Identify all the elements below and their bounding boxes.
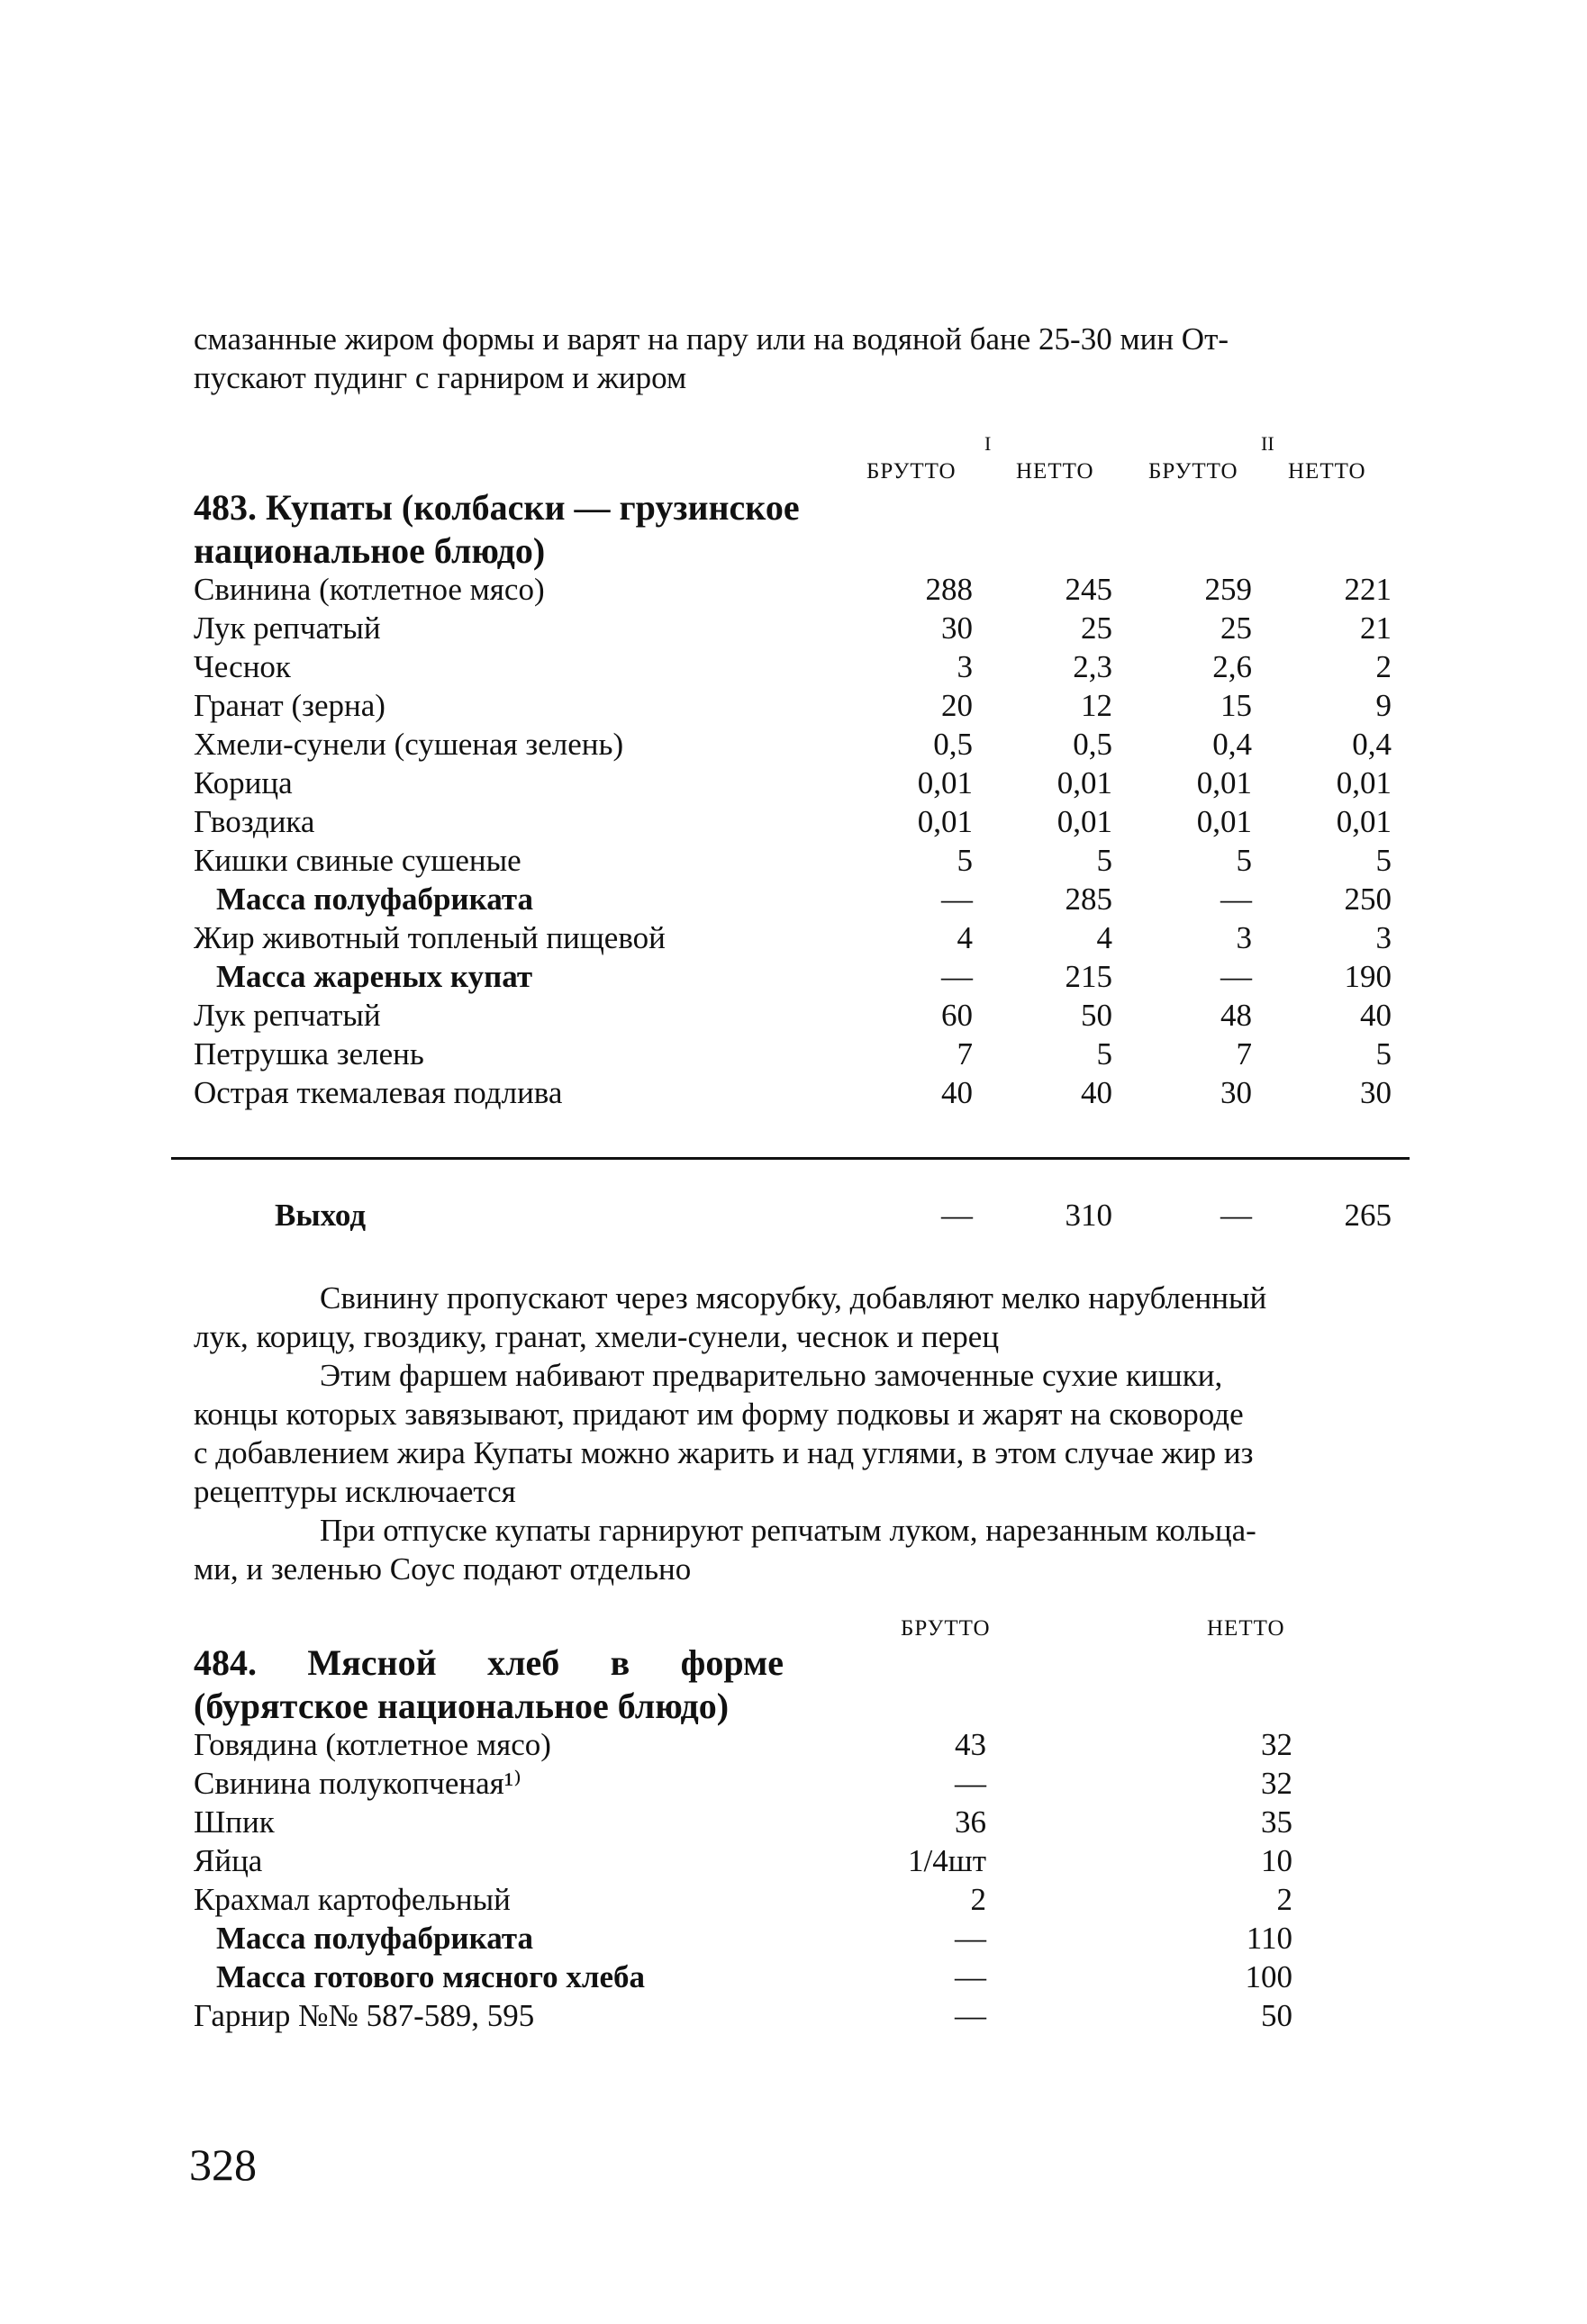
ingredient-name: Чеснок xyxy=(194,649,291,684)
quantity-cell: 7 xyxy=(957,1036,973,1072)
ingredient-name: Масса полуфабриката xyxy=(216,1921,533,1956)
quantity-cell: 0,01 xyxy=(917,765,973,800)
method-line: Этим фаршем набивают предварительно замоченные сухие кишки, xyxy=(320,1358,1223,1393)
quantity-cell: 25 xyxy=(1220,610,1252,646)
table-row xyxy=(194,1843,1405,1882)
quantity-cell: 7 xyxy=(1236,1036,1252,1072)
table-row xyxy=(194,1921,1405,1959)
table-row xyxy=(194,1036,1405,1075)
intro-line: пускают пудинг с гарниром и жиром xyxy=(194,360,687,395)
yield-value: 265 xyxy=(1344,1198,1392,1233)
yield-value: — xyxy=(1220,1198,1252,1233)
quantity-cell: 43 xyxy=(955,1727,986,1762)
quantity-cell: 3 xyxy=(1375,920,1392,955)
ingredient-name: Петрушка зелень xyxy=(194,1036,424,1072)
quantity-cell: 0,01 xyxy=(1056,804,1112,839)
table-row xyxy=(194,727,1405,765)
table-row xyxy=(194,1959,1405,1998)
col-header-netto: НЕТТО xyxy=(1207,1616,1285,1641)
ingredient-name: Гвоздика xyxy=(194,804,315,839)
quantity-cell: 0,01 xyxy=(1336,765,1392,800)
quantity-cell: 5 xyxy=(1096,843,1112,878)
ingredient-name: Яйца xyxy=(194,1843,263,1878)
quantity-cell: 3 xyxy=(1236,920,1252,955)
ingredient-name: Лук репчатый xyxy=(194,998,381,1033)
ingredient-name: Кишки свиные сушеные xyxy=(194,843,521,878)
ingredient-name: Острая ткемалевая подлива xyxy=(194,1075,563,1110)
yield-value: 310 xyxy=(1065,1198,1112,1233)
table-row xyxy=(194,1766,1405,1804)
quantity-cell: 3 xyxy=(957,649,973,684)
table-divider xyxy=(171,1157,1410,1160)
table-row xyxy=(194,1882,1405,1921)
quantity-cell: 10 xyxy=(1261,1843,1292,1878)
quantity-cell: 32 xyxy=(1261,1766,1292,1801)
quantity-cell: 0,4 xyxy=(1352,727,1392,762)
table-row xyxy=(194,804,1405,843)
quantity-cell: 0,01 xyxy=(1196,765,1252,800)
quantity-cell: 5 xyxy=(957,843,973,878)
quantity-cell: 221 xyxy=(1344,572,1392,607)
quantity-cell: 110 xyxy=(1246,1921,1292,1956)
method-line: При отпуске купаты гарнируют репчатым луком, нарезанным кольца- xyxy=(320,1513,1256,1548)
group-label-i: I xyxy=(984,432,992,455)
quantity-cell: 5 xyxy=(1236,843,1252,878)
table-row xyxy=(194,843,1405,882)
method-text xyxy=(194,1279,1405,1588)
title-line: 484. Мясной хлеб в форме xyxy=(194,1642,784,1683)
recipe-483-title xyxy=(194,486,800,573)
table-row xyxy=(194,998,1405,1036)
method-line: с добавлением жира Купаты можно жарить и над углями, в этом случае жир из xyxy=(194,1435,1254,1470)
title-line: (бурятское национальное блюдо) xyxy=(194,1686,730,1726)
quantity-cell: 48 xyxy=(1220,998,1252,1033)
ingredient-name: Свинина полукопченая¹⁾ xyxy=(194,1766,521,1801)
quantity-cell: 50 xyxy=(1081,998,1112,1033)
ingredient-name: Лук репчатый xyxy=(194,610,381,646)
yield-value: — xyxy=(941,1198,973,1233)
quantity-cell: 0,5 xyxy=(1073,727,1112,762)
table-row xyxy=(194,1998,1405,2037)
ingredient-name: Масса полуфабриката xyxy=(216,882,533,917)
quantity-cell: 2,3 xyxy=(1073,649,1112,684)
table-row xyxy=(194,959,1405,998)
col-header-netto-2: НЕТТО xyxy=(1288,459,1366,484)
ingredient-name: Свинина (котлетное мясо) xyxy=(194,572,545,607)
quantity-cell: 0,01 xyxy=(1336,804,1392,839)
quantity-cell: — xyxy=(955,1998,986,2033)
quantity-cell: 5 xyxy=(1375,1036,1392,1072)
group-label-ii: II xyxy=(1261,432,1274,455)
col-header-netto-1: НЕТТО xyxy=(1016,459,1094,484)
quantity-cell: 15 xyxy=(1220,688,1252,723)
quantity-cell: — xyxy=(1220,959,1252,994)
quantity-cell: 259 xyxy=(1204,572,1252,607)
method-line: концы которых завязывают, придают им форму подковы и жарят на сковороде xyxy=(194,1397,1244,1432)
quantity-cell: 25 xyxy=(1081,610,1112,646)
recipe-484-title xyxy=(194,1641,784,1728)
method-line: Свинину пропускают через мясорубку, добавляют мелко нарубленный xyxy=(320,1280,1267,1316)
yield-label: Выход xyxy=(275,1198,367,1233)
ingredient-name: Шпик xyxy=(194,1804,275,1840)
quantity-cell: — xyxy=(955,1766,986,1801)
quantity-cell: 0,01 xyxy=(1196,804,1252,839)
quantity-cell: — xyxy=(955,1921,986,1956)
quantity-cell: — xyxy=(941,882,973,917)
quantity-cell: — xyxy=(941,959,973,994)
quantity-cell: 100 xyxy=(1245,1959,1292,1994)
col-header-brutto: БРУТТО xyxy=(901,1616,991,1641)
quantity-cell: 245 xyxy=(1065,572,1112,607)
quantity-cell: 215 xyxy=(1065,959,1112,994)
title-line: национальное блюдо) xyxy=(194,530,546,571)
ingredient-name: Крахмал картофельный xyxy=(194,1882,511,1917)
ingredient-name: Жир животный топленый пищевой xyxy=(194,920,666,955)
ingredient-name: Говядина (котлетное мясо) xyxy=(194,1727,551,1762)
table-row xyxy=(194,610,1405,649)
quantity-cell: 50 xyxy=(1261,1998,1292,2033)
ingredient-name: Хмели-сунели (сушеная зелень) xyxy=(194,727,624,762)
quantity-cell: — xyxy=(1220,882,1252,917)
quantity-cell: 36 xyxy=(955,1804,986,1840)
quantity-cell: 250 xyxy=(1344,882,1392,917)
quantity-cell: 2 xyxy=(1276,1882,1292,1917)
quantity-cell: 0,4 xyxy=(1212,727,1252,762)
ingredient-name: Масса готового мясного хлеба xyxy=(216,1959,646,1994)
table-row xyxy=(194,649,1405,688)
quantity-cell: 190 xyxy=(1344,959,1392,994)
page-number: 328 xyxy=(189,2139,257,2190)
quantity-cell: 285 xyxy=(1065,882,1112,917)
quantity-cell: 30 xyxy=(1220,1075,1252,1110)
method-line: ми, и зеленью Соус подают отдельно xyxy=(194,1551,692,1587)
quantity-cell: 32 xyxy=(1261,1727,1292,1762)
quantity-cell: 40 xyxy=(1081,1075,1112,1110)
quantity-cell: 30 xyxy=(941,610,973,646)
quantity-cell: 2 xyxy=(970,1882,986,1917)
quantity-cell: 40 xyxy=(1360,998,1392,1033)
table-row xyxy=(194,572,1405,610)
quantity-cell: 2,6 xyxy=(1212,649,1252,684)
yield-row xyxy=(194,1198,1405,1236)
method-line: лук, корицу, гвоздику, гранат, хмели-сунели, чеснок и перец xyxy=(194,1319,1000,1354)
quantity-cell: 21 xyxy=(1360,610,1392,646)
table-row xyxy=(194,765,1405,804)
quantity-cell: 0,5 xyxy=(933,727,973,762)
quantity-cell: 1/4шт xyxy=(908,1843,986,1878)
intro-line: смазанные жиром формы и варят на пару или на водяной бане 25-30 мин От- xyxy=(194,321,1229,357)
title-line: 483. Купаты (колбаски — грузинское xyxy=(194,487,800,528)
ingredient-name: Гранат (зерна) xyxy=(194,688,385,723)
intro-paragraph xyxy=(194,320,1405,397)
quantity-cell: 0,01 xyxy=(917,804,973,839)
quantity-cell: 60 xyxy=(941,998,973,1033)
quantity-cell: 5 xyxy=(1375,843,1392,878)
method-line: рецептуры исключается xyxy=(194,1474,516,1509)
table-row xyxy=(194,1804,1405,1843)
table-row xyxy=(194,1075,1405,1114)
quantity-cell: 12 xyxy=(1081,688,1112,723)
quantity-cell: 5 xyxy=(1096,1036,1112,1072)
ingredient-name: Корица xyxy=(194,765,293,800)
quantity-cell: 0,01 xyxy=(1056,765,1112,800)
quantity-cell: 9 xyxy=(1375,688,1392,723)
table-row xyxy=(194,688,1405,727)
table-row xyxy=(194,882,1405,920)
quantity-cell: 2 xyxy=(1375,649,1392,684)
col-header-brutto-2: БРУТТО xyxy=(1148,459,1238,484)
ingredient-name: Масса жареных купат xyxy=(216,959,533,994)
quantity-cell: 288 xyxy=(925,572,973,607)
quantity-cell: 4 xyxy=(957,920,973,955)
quantity-cell: 20 xyxy=(941,688,973,723)
quantity-cell: 40 xyxy=(941,1075,973,1110)
table-row xyxy=(194,920,1405,959)
quantity-cell: 30 xyxy=(1360,1075,1392,1110)
col-header-brutto-1: БРУТТО xyxy=(866,459,957,484)
ingredient-name: Гарнир №№ 587-589, 595 xyxy=(194,1998,535,2033)
quantity-cell: 35 xyxy=(1261,1804,1292,1840)
table-row xyxy=(194,1727,1405,1766)
quantity-cell: 4 xyxy=(1096,920,1112,955)
quantity-cell: — xyxy=(955,1959,986,1994)
